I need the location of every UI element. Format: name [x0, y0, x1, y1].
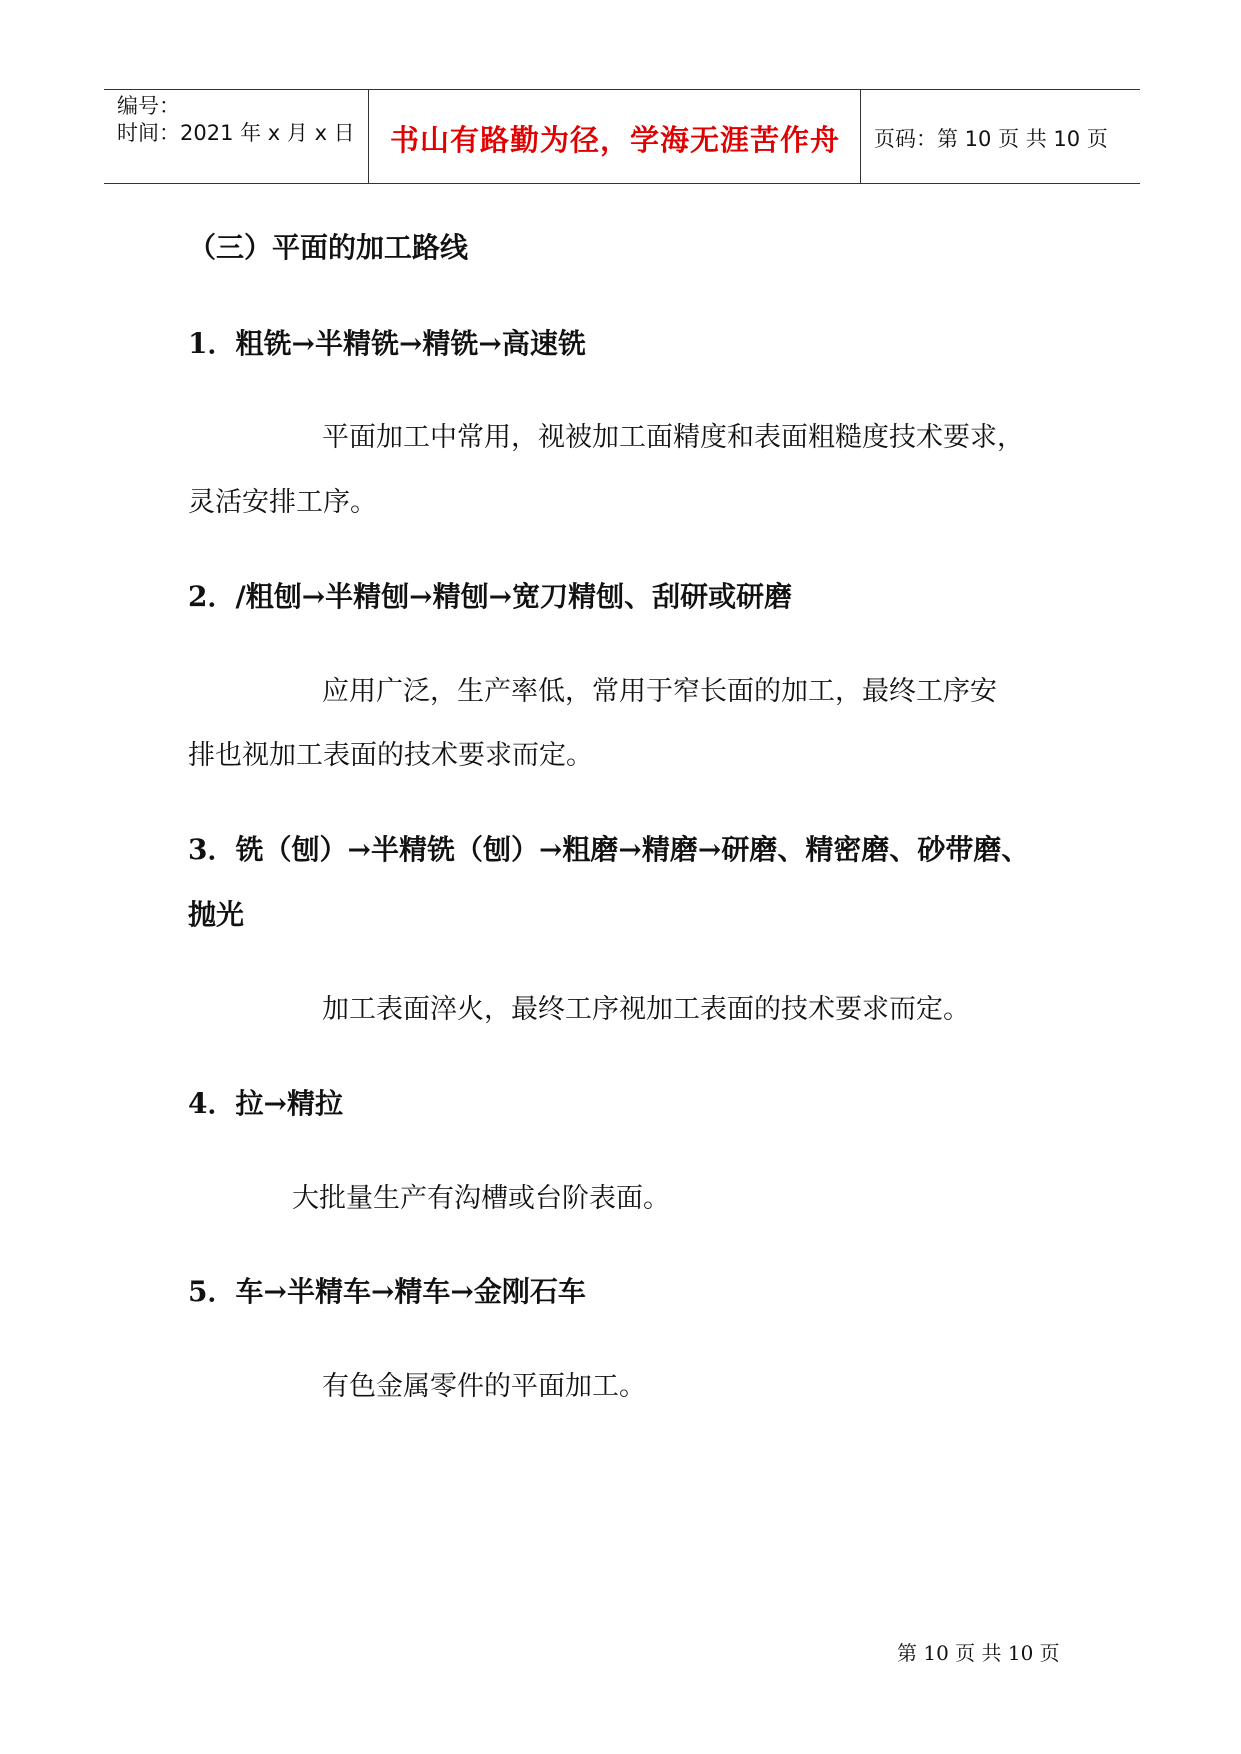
number-label: 编号： [117, 94, 180, 118]
page-footer: 第 10 页 共 10 页 [897, 1641, 1060, 1665]
item-4-title: 4．拉→精拉 [188, 1087, 343, 1120]
item-1-title: 1．粗铣→半精铣→精铣→高速铣 [188, 327, 586, 360]
item-1-desc-line-2: 灵活安排工序。 [188, 487, 377, 518]
header-page-label: 页码：第 10 页 共 10 页 [874, 127, 1108, 151]
section-title: （三）平面的加工路线 [188, 231, 469, 264]
header-page-cell [862, 90, 1140, 183]
item-3-desc: 加工表面淬火，最终工序视加工表面的技术要求而定。 [322, 994, 970, 1025]
item-1-desc-line-1: 平面加工中常用，视被加工面精度和表面粗糙度技术要求， [322, 422, 1024, 453]
header-motto-cell [370, 90, 861, 183]
document-header [104, 89, 1140, 184]
item-5-desc: 有色金属零件的平面加工。 [322, 1371, 646, 1402]
time-label: 时间：2021 年 x 月 x 日 [117, 121, 355, 145]
item-3-title-line-1: 3．铣（刨）→半精铣（刨）→粗磨→精磨→研磨、精密磨、砂带磨、 [188, 833, 1030, 866]
motto: 书山有路勤为径，学海无涯苦作舟 [389, 123, 840, 157]
item-3-title-line-2: 抛光 [188, 898, 245, 931]
item-5-title: 5．车→半精车→精车→金刚石车 [188, 1275, 586, 1308]
item-4-desc: 大批量生产有沟槽或台阶表面。 [292, 1183, 670, 1214]
header-info-cell [104, 90, 369, 183]
item-2-desc-line-2: 排也视加工表面的技术要求而定。 [188, 740, 593, 771]
item-2-title: 2．/粗刨→半精刨→精刨→宽刀精刨、刮研或研磨 [188, 580, 793, 613]
item-2-desc-line-1: 应用广泛，生产率低，常用于窄长面的加工，最终工序安 [322, 676, 997, 707]
